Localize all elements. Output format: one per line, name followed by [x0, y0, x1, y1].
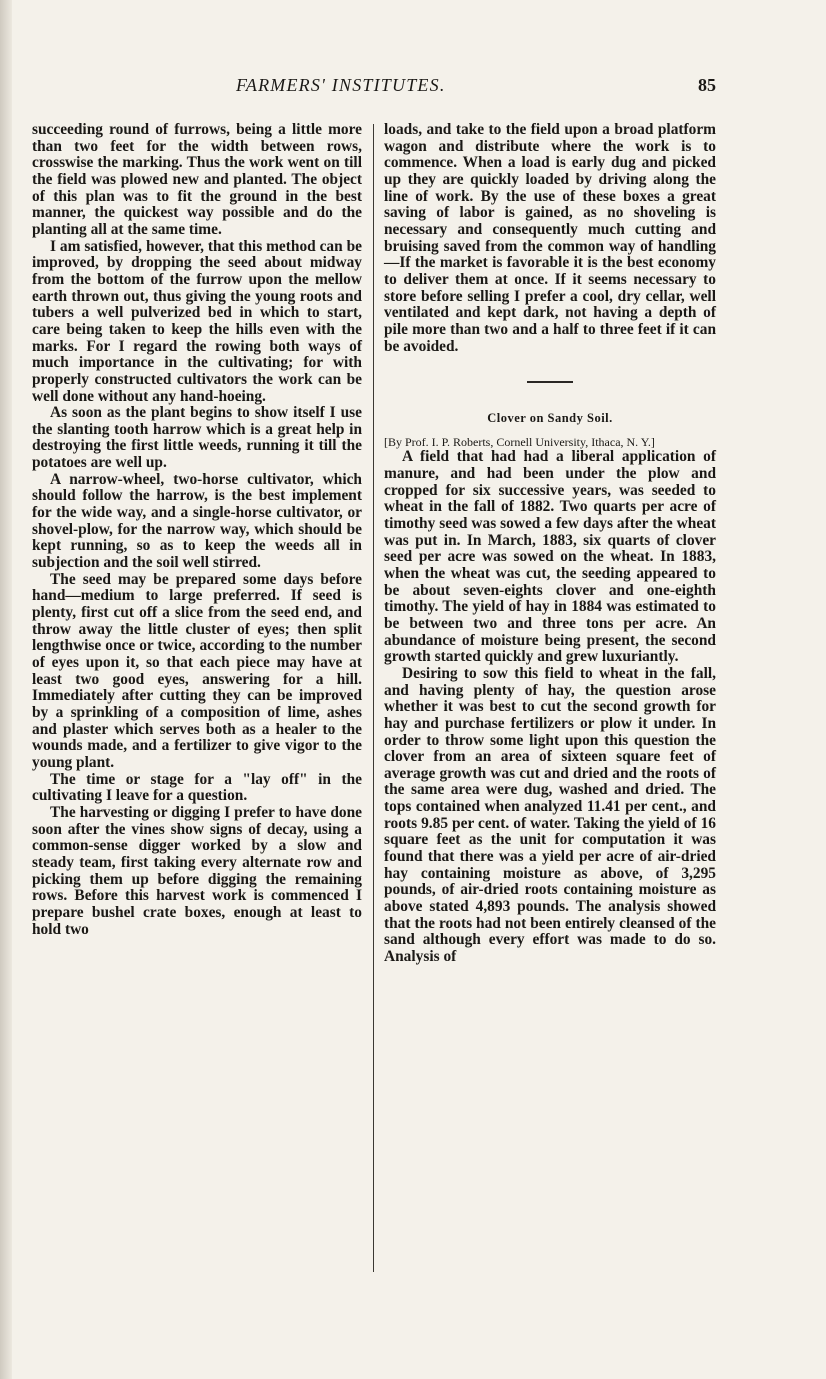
paragraph: A field that had had a liberal application of manure, and had been under the plow and cropped for six successive years, was seeded to wheat in the fall of 1882. Two quarts per acre of timothy seed was sowed a few days after the wheat was put in. In March, 1883, six quarts of clover seed per acre was sowed on the wheat. In 1883, when the wheat was cut, the seeding appeared to be about seven-eights clover and one-eighth timothy. The yield of hay in 1884 was estimated to be between two and three tons per acre. An abundance of moisture being present, the second growth started quickly and grew luxuriantly. — [384, 448, 716, 666]
page-number: 85 — [698, 75, 716, 95]
page-header — [236, 75, 716, 99]
article-title: Clover on Sandy Soil. — [487, 411, 613, 426]
paragraph: The time or stage for a "lay off" in the cultivating I leave for a question. — [32, 770, 362, 805]
paragraph: The seed may be prepared some days before hand—medium to large preferred. If seed is plenty, first cut off a slice from the seed end, and throw away the little cluster of eyes; then split lengthwise once or twice, according to the number of eyes upon it, so that each piece may have at least two good eyes, answering for a hill. Immediately after cutting they can be improved by a sprinkling of a composition of lime, ashes and plaster which serves both as a healer to the wounds made, and a fertilizer to give vigor to the young plant. — [32, 570, 362, 771]
article-byline: [By Prof. I. P. Roberts, Cornell University, Ithaca, N. Y.] — [384, 434, 655, 449]
paragraph: succeeding round of furrows, being a little more than two feet for the width between rows, crosswise the marking. Thus the work went on till the field was plowed new and planted. The object of this plan was to fit the ground in the best manner, the quickest way possible and do the planting all at the same time. — [32, 121, 362, 238]
page-edge — [0, 0, 12, 1379]
paragraph: I am satisfied, however, that this method can be improved, by dropping the seed about midway from the bottom of the furrow upon the mellow earth thrown out, thus giving the young roots and tubers a well pulverized bed in which to start, care being taken to keep the hills even with the marks. For I regard the rowing both ways of much importance in the cultivating; for with properly constructed cultivators the work can be well done without any hand-hoeing. — [32, 237, 362, 405]
section-separator — [527, 381, 573, 383]
paragraph: As soon as the plant begins to show itself I use the slanting tooth harrow which is a great help in destroying the first little weeds, running it till the potatoes are well up. — [32, 404, 362, 472]
right-column — [384, 122, 716, 966]
running-title: FARMERS' INSTITUTES. — [236, 75, 446, 95]
left-column — [32, 122, 362, 938]
column-divider — [373, 124, 374, 1272]
paragraph: Desiring to sow this field to wheat in the fall, and having plenty of hay, the question arose whether it was best to cut the second growth for hay and purchase fertilizers or plow it under. In order to throw some light upon this question the clover from an area of sixteen square feet of average growth was cut and dried and the roots of the same area were dug, washed and dried. The tops contained when analyzed 11.41 per cent., and roots 9.85 per cent. of water. Taking the yield of 16 square feet as the unit for computation it was found that there was a yield per acre of air-dried hay containing moisture as above, of 3,295 pounds, of air-dried roots containing moisture as above stated 4,893 pounds. The analysis showed that the roots had not been entirely cleansed of the sand although every effort was made to do so. Analysis of — [384, 664, 716, 966]
paragraph: A narrow-wheel, two-horse cultivator, which should follow the harrow, is the best implement for the wide way, and a single-horse cultivator, or shovel-plow, for the narrow way, which should be kept running, so as to keep the weeds all in subjection and the soil well stirred. — [32, 470, 362, 572]
paragraph: The harvesting or digging I prefer to have done soon after the vines show signs of decay, using a common-sense digger worked by a slow and steady team, first taking every alternate row and picking them up before digging the remaining rows. Before this harvest work is commenced I prepare bushel crate boxes, enough at least to hold two — [32, 803, 362, 938]
paragraph: loads, and take to the field upon a broad platform wagon and distribute where the work is to commence. When a load is early dug and picked up they are quickly loaded by driving along the line of work. By the use of these boxes a great saving of labor is gained, as no shoveling is necessary and consequently much cutting and bruising saved from the common way of handling—If the market is favorable it is the best economy to deliver them at once. If it seems necessary to store before selling I prefer a cool, dry cellar, well ventilated and kept dark, not having a depth of pile more than two and a half to three feet if it can be avoided. — [384, 121, 716, 355]
